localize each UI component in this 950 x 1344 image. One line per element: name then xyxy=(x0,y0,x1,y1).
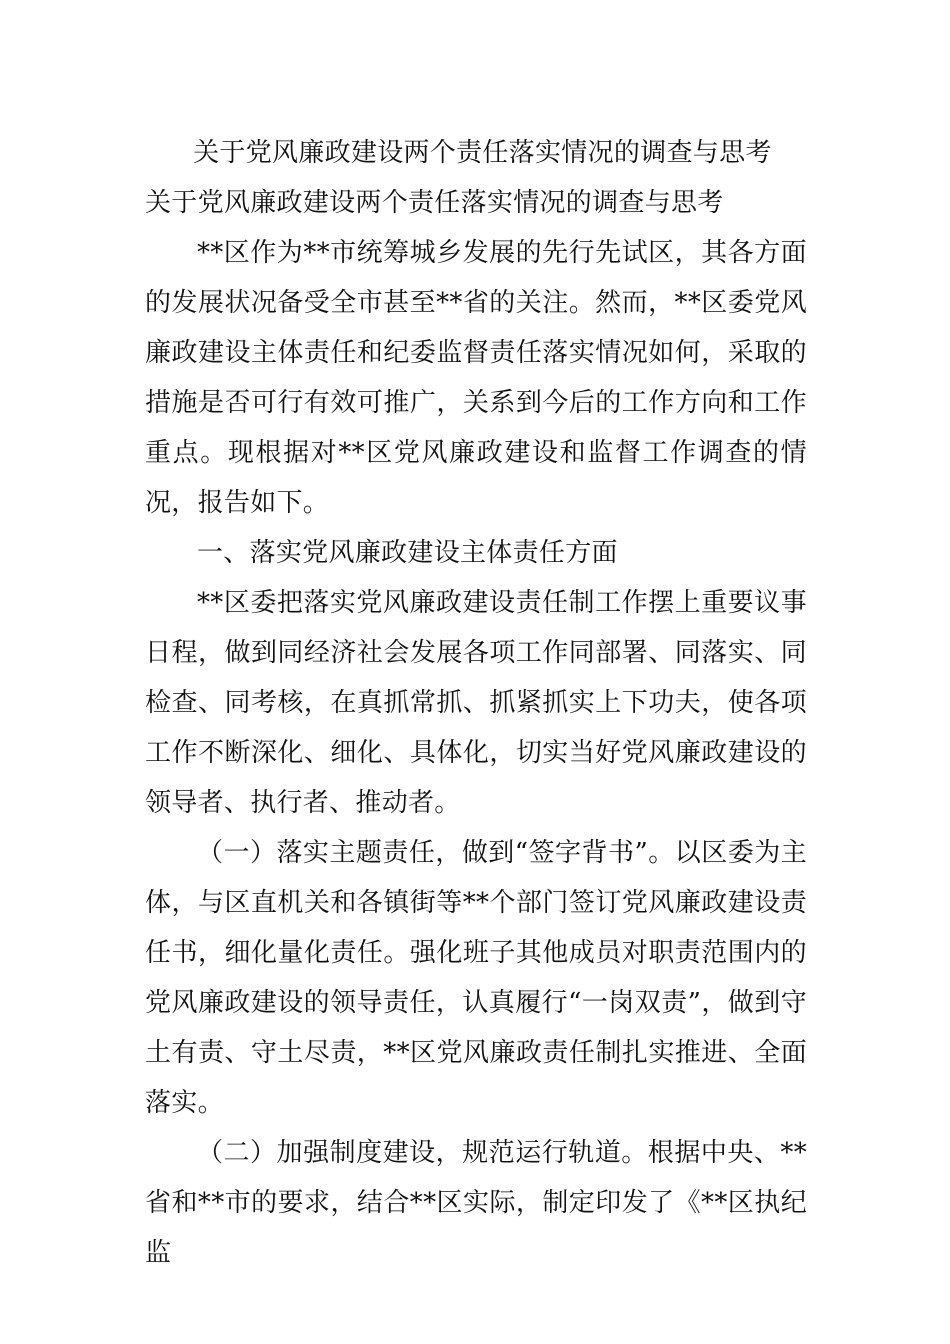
paragraph-item-2: （二）加强制度建设，规范运行轨道。根据中央、**省和**市的要求，结合**区实际，制定印发了《**区执纪监 xyxy=(145,1138,807,1268)
document-body xyxy=(145,128,807,1278)
document-subtitle: 关于党风廉政建设两个责任落实情况的调查与思考 xyxy=(145,188,724,218)
document-title: 关于党风廉政建设两个责任落实情况的调查与思考 xyxy=(193,138,772,168)
paragraph-item-1: （一）落实主题责任，做到“签字背书”。以区委为主体，与区直机关和各镇街等**个部门签订党风廉政建设责任书，细化量化责任。强化班子其他成员对职责范围内的党风廉政建设的领导责任，认真履行“一岗双责”，做到守土有责、守土尽责，**区党风廉政责任制扎实推进、全面落实。 xyxy=(145,838,807,1118)
paragraph-section-1: **区委把落实党风廉政建设责任制工作摆上重要议事日程，做到同经济社会发展各项工作同部署、同落实、同检查、同考核，在真抓常抓、抓紧抓实上下功夫，使各项工作不断深化、细化、具体化，切实当好党风廉政建设的领导者、执行者、推动者。 xyxy=(145,588,807,818)
section-heading-1: 一、落实党风廉政建设主体责任方面 xyxy=(197,538,618,568)
paragraph-intro: **区作为**市统筹城乡发展的先行先试区，其各方面的发展状况备受全市甚至**省的关注。然而，**区委党风廉政建设主体责任和纪委监督责任落实情况如何，采取的措施是否可行有效可推广，关系到今后的工作方向和工作重点。现根据对**区党风廉政建设和监督工作调查的情况，报告如下。 xyxy=(145,238,807,518)
